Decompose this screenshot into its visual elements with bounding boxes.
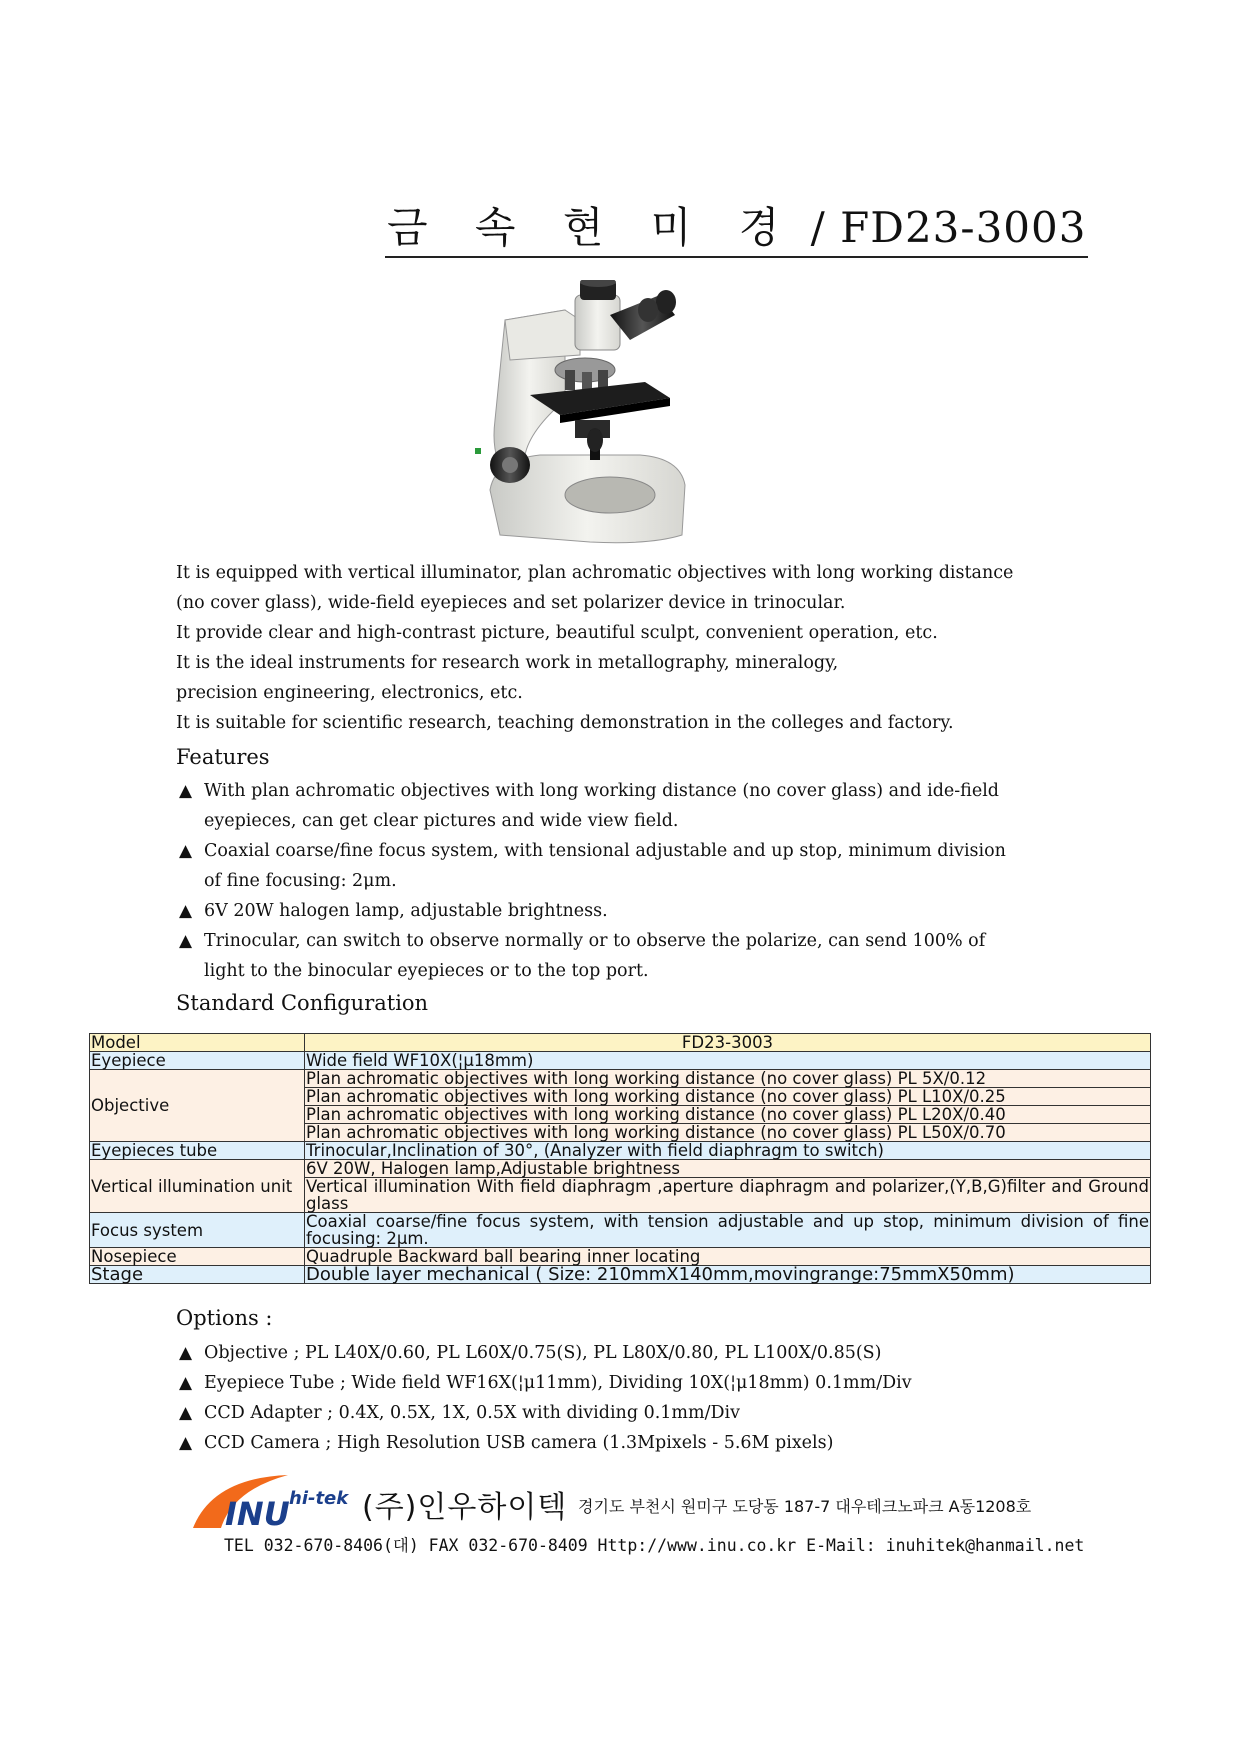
logo-main-text: INU [225, 1495, 290, 1532]
spec-label: Eyepieces tube [90, 1142, 305, 1160]
spec-label: Nosepiece [90, 1248, 305, 1266]
intro-line: It is the ideal instruments for research work in metallography, mineralogy, [176, 653, 839, 673]
features-list [176, 776, 1076, 986]
option-line: CCD Adapter ; 0.4X, 0.5X, 1X, 0.5X with dividing 0.1mm/Div [204, 1403, 741, 1423]
config-heading: Standard Configuration [176, 991, 429, 1015]
company-logo [193, 1470, 363, 1532]
spec-value: Wide field WF10X(¦μ18mm) [305, 1052, 1151, 1070]
intro-line: It provide clear and high-contrast picture, beautiful sculpt, convenient operation, etc. [176, 623, 938, 643]
intro-line: precision engineering, electronics, etc. [176, 683, 523, 703]
spec-label: Stage [90, 1266, 305, 1284]
spec-label: Model [90, 1034, 305, 1052]
spec-value: 6V 20W, Halogen lamp,Adjustable brightness [305, 1160, 1151, 1178]
spec-label: Objective [90, 1070, 305, 1142]
option-item [176, 1428, 1076, 1458]
company-address: 경기도 부천시 원미구 도당동 187-7 대우테크노파크 A동1208호 [578, 1497, 1032, 1516]
feature-line: of fine focusing: 2μm. [204, 871, 397, 891]
logo-sub-text: hi-tek [289, 1488, 349, 1509]
spec-table [89, 1033, 1151, 1284]
feature-line: With plan achromatic objectives with long working distance (no cover glass) and ide-field [204, 781, 999, 801]
feature-line: Trinocular, can switch to observe normally or to observe the polarize, can send 100% of [204, 931, 986, 951]
spec-label: Focus system [90, 1213, 305, 1248]
option-line: Eyepiece Tube ; Wide field WF16X(¦μ11mm), Dividing 10X(¦μ18mm) 0.1mm/Div [204, 1373, 912, 1393]
spec-value: Quadruple Backward ball bearing inner locating [305, 1248, 1151, 1266]
spec-label: Eyepiece [90, 1052, 305, 1070]
triangle-bullet-icon: ▲ [179, 1433, 193, 1453]
spec-value: FD23-3003 [305, 1034, 1151, 1052]
intro-text [176, 558, 1076, 738]
intro-line: It is suitable for scientific research, teaching demonstration in the colleges and factory. [176, 713, 954, 733]
triangle-bullet-icon: ▲ [179, 841, 193, 861]
table-row [90, 1266, 1151, 1284]
feature-line: eyepieces, can get clear pictures and wide view field. [204, 811, 679, 831]
feature-line: light to the binocular eyepieces or to the top port. [204, 961, 649, 981]
table-row [90, 1142, 1151, 1160]
feature-item [176, 836, 1076, 896]
option-item [176, 1368, 1076, 1398]
triangle-bullet-icon: ▲ [179, 1403, 193, 1423]
spec-value: Trinocular,Inclination of 30°, (Analyzer with field diaphragm to switch) [305, 1142, 1151, 1160]
triangle-bullet-icon: ▲ [179, 931, 193, 951]
spec-label: Vertical illumination unit [90, 1160, 305, 1213]
table-row [90, 1070, 1151, 1088]
spec-value: Plan achromatic objectives with long working distance (no cover glass) PL L20X/0.40 [305, 1106, 1151, 1124]
company-contact: TEL 032-670-8406(대) FAX 032-670-8409 Http://www.inu.co.kr E-Mail: inuhitek@hanmail.net [224, 1536, 1085, 1555]
feature-item [176, 926, 1076, 986]
table-row [90, 1034, 1151, 1052]
option-item [176, 1338, 1076, 1368]
triangle-bullet-icon: ▲ [179, 1343, 193, 1363]
options-list [176, 1338, 1076, 1458]
option-item [176, 1398, 1076, 1428]
title-model: / FD23-3003 [810, 203, 1087, 252]
title-korean: 금 속 현 미 경 [387, 203, 797, 252]
table-row [90, 1052, 1151, 1070]
triangle-bullet-icon: ▲ [179, 781, 193, 801]
feature-item [176, 776, 1076, 836]
feature-line: 6V 20W halogen lamp, adjustable brightness. [204, 901, 608, 921]
feature-line: Coaxial coarse/fine focus system, with tensional adjustable and up stop, minimum division [204, 841, 1006, 861]
spec-value: Plan achromatic objectives with long working distance (no cover glass) PL L10X/0.25 [305, 1088, 1151, 1106]
spec-value: Vertical illumination With field diaphragm ,aperture diaphragm and polarizer,(Y,B,G)filter and Ground glass [306, 1177, 1149, 1213]
spec-value: Double layer mechanical ( Size: 210mmX140mm,movingrange:75mmX50mm) [305, 1266, 1151, 1284]
page-title [385, 200, 1088, 258]
features-heading: Features [176, 745, 270, 769]
spec-value: Plan achromatic objectives with long working distance (no cover glass) PL 5X/0.12 [305, 1070, 1151, 1088]
table-row [90, 1248, 1151, 1266]
company-name: (주)인우하이텍 [362, 1490, 568, 1525]
option-line: CCD Camera ; High Resolution USB camera (1.3Mpixels - 5.6M pixels) [204, 1433, 834, 1453]
triangle-bullet-icon: ▲ [179, 901, 193, 921]
feature-item [176, 896, 1076, 926]
intro-line: (no cover glass), wide-field eyepieces and set polarizer device in trinocular. [176, 593, 846, 613]
intro-line: It is equipped with vertical illuminator, plan achromatic objectives with long working distance [176, 563, 1014, 583]
option-line: Objective ; PL L40X/0.60, PL L60X/0.75(S), PL L80X/0.80, PL L100X/0.85(S) [204, 1343, 882, 1363]
table-row [90, 1213, 1151, 1248]
spec-value: Coaxial coarse/fine focus system, with tension adjustable and up stop, minimum division of fine focusing: 2μm. [306, 1212, 1149, 1248]
triangle-bullet-icon: ▲ [179, 1373, 193, 1393]
spec-value: Plan achromatic objectives with long working distance (no cover glass) PL L50X/0.70 [305, 1124, 1151, 1142]
metallurgical-microscope-icon [470, 280, 720, 560]
options-heading: Options : [176, 1306, 273, 1330]
table-row [90, 1160, 1151, 1178]
